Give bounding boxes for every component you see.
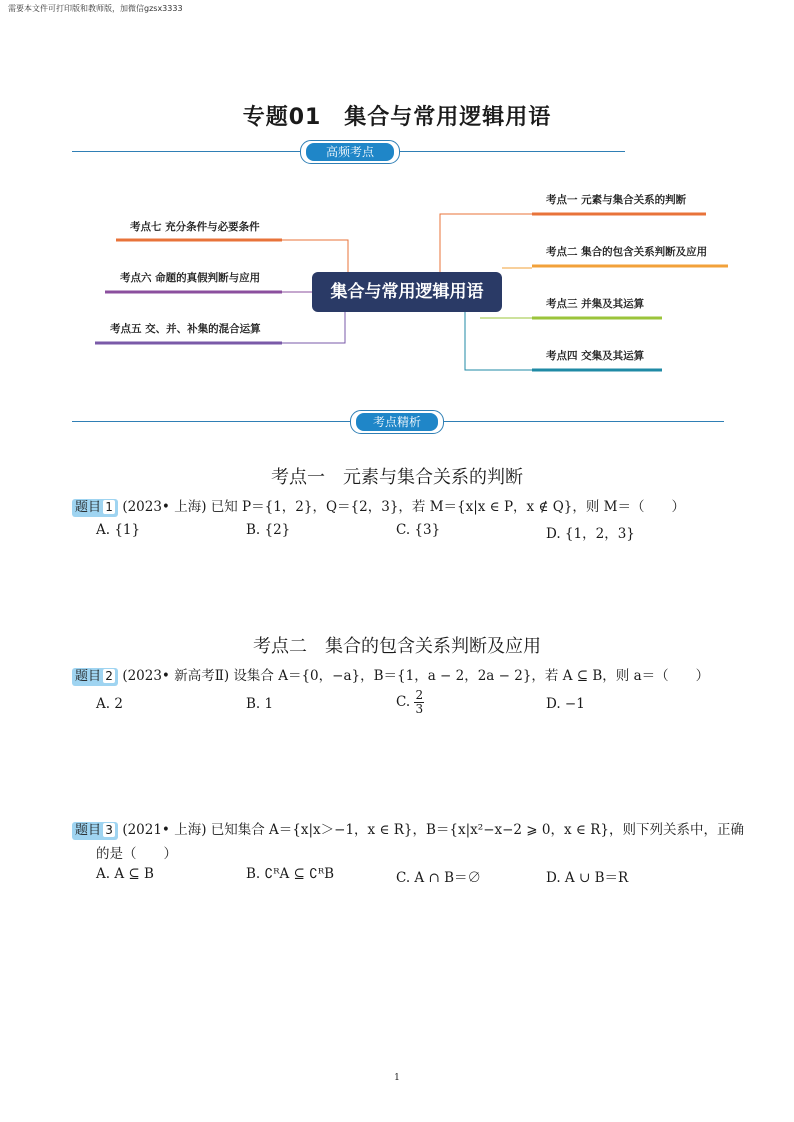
- page-title: 专题01 集合与常用逻辑用语: [242, 105, 552, 130]
- section-heading-1: 考点一 元素与集合关系的判断: [271, 467, 523, 488]
- pill-label-2: 考点精析: [356, 413, 438, 431]
- q2-option-b: B. 1: [246, 696, 274, 712]
- mindmap-node-5: 考点五 交、并、补集的混合运算: [110, 323, 261, 335]
- q2-option-a: A. 2: [96, 696, 123, 712]
- q2-option-c: C. $\frac{2}{3}$: [396, 688, 424, 716]
- question-1-text: (2023• 上海) 已知 P＝{1，2}，Q＝{2，3}，若 M＝{x|x ∈ P，x ∉ Q}，则 M＝（ ）: [122, 499, 686, 515]
- section-heading-2: 考点二 集合的包含关系判断及应用: [253, 636, 541, 657]
- q3-option-b: B. ∁ᴿA ⊆ ∁ᴿB: [246, 866, 335, 882]
- mindmap-node-7: 考点七 充分条件与必要条件: [130, 221, 260, 233]
- question-2: [72, 664, 709, 686]
- question-3-text-cont: 的是（ ）: [96, 846, 177, 862]
- mindmap-node-6: 考点六 命题的真假判断与应用: [120, 272, 261, 284]
- question-3: [72, 818, 744, 840]
- q3-option-c: C. A ∩ B＝∅: [396, 870, 481, 886]
- mindmap-center: 集合与常用逻辑用语: [312, 272, 502, 312]
- watermark-text: 需要本文件可打印版和教师版，加微信gzsx3333: [8, 4, 183, 13]
- divider-right-2: [444, 421, 724, 422]
- page-number: 1: [394, 1073, 400, 1083]
- question-3-text: (2021• 上海) 已知集合 A＝{x|x＞−1，x ∈ R}，B＝{x|x²−x−2 ⩾ 0，x ∈ R}，则下列关系中，正确: [122, 822, 744, 838]
- question-badge: 题目 1: [72, 499, 118, 517]
- divider-left-2: [72, 421, 352, 422]
- q1-option-d: D. {1，2，3}: [546, 526, 635, 542]
- q3-option-a: A. A ⊆ B: [96, 866, 154, 882]
- q1-option-b: B. {2}: [246, 522, 291, 538]
- q3-option-d: D. A ∪ B＝R: [546, 870, 629, 886]
- fraction: $\frac{2}{3}$: [415, 688, 424, 716]
- q2-option-d: D. −1: [546, 696, 585, 712]
- mindmap-connectors: [0, 0, 794, 420]
- section-pill-analysis: [350, 410, 444, 434]
- q1-option-a: A. {1}: [96, 522, 141, 538]
- mindmap-node-3: 考点三 并集及其运算: [546, 298, 645, 310]
- pill-label: 高频考点: [306, 143, 394, 161]
- question-badge: 题目 2: [72, 668, 118, 686]
- q1-option-c: C. {3}: [396, 522, 441, 538]
- mindmap-node-4: 考点四 交集及其运算: [546, 350, 645, 362]
- mindmap-node-1: 考点一 元素与集合关系的判断: [546, 194, 687, 206]
- mindmap-node-2: 考点二 集合的包含关系判断及应用: [546, 246, 708, 258]
- question-1: [72, 495, 685, 517]
- question-badge: 题目 3: [72, 822, 118, 840]
- question-2-text: (2023• 新高考Ⅱ) 设集合 A＝{0，−a}，B＝{1，a − 2，2a − 2}，若 A ⊆ B，则 a＝（ ）: [122, 668, 710, 684]
